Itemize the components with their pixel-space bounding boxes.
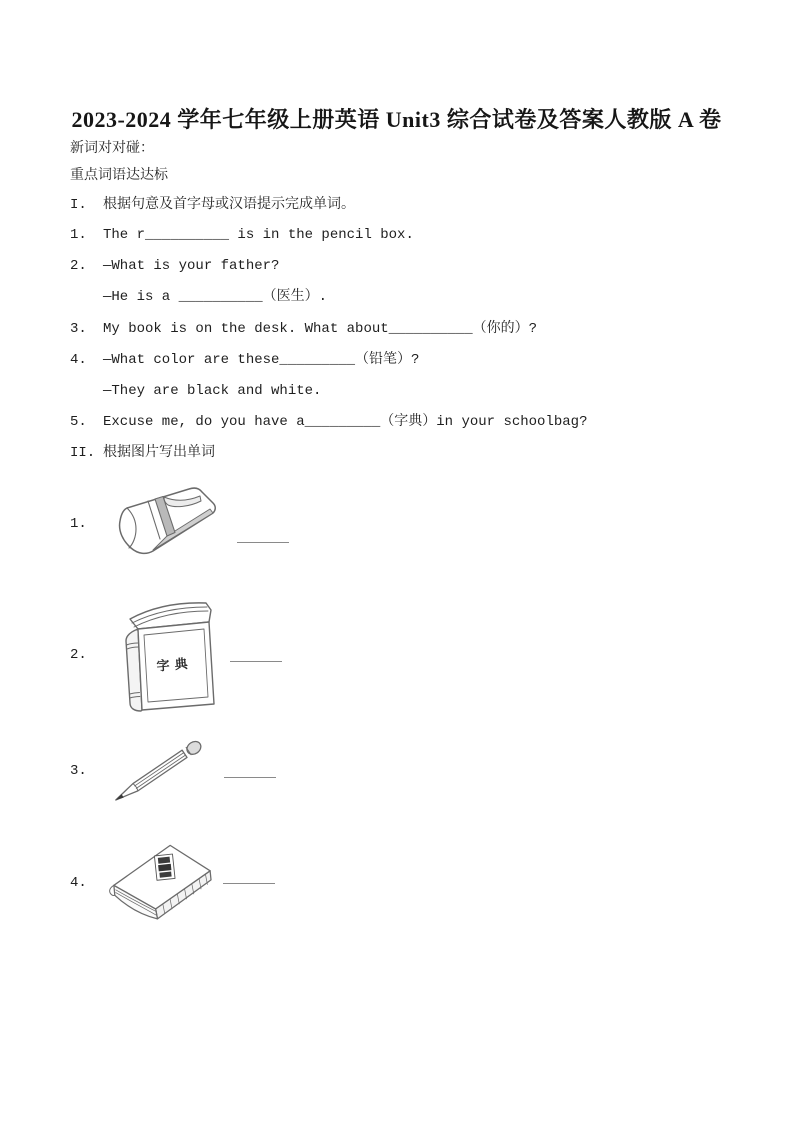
dictionary-image xyxy=(118,598,218,713)
picture-item-2 xyxy=(70,597,282,713)
question-2-text-2: —He is a __________（医生）. xyxy=(103,289,328,306)
page-title: 2023-2024 学年七年级上册英语 Unit3 综合试卷及答案人教版 A 卷 xyxy=(71,107,722,132)
pencil-sketch xyxy=(103,734,216,808)
answer-blank-line xyxy=(230,661,282,662)
answer-blank-line xyxy=(224,777,276,778)
picture-item-4 xyxy=(70,836,275,930)
dictionary-cover-text: 字典 xyxy=(156,655,194,675)
question-3-number: 3. xyxy=(70,320,87,337)
question-1-text: The r__________ is in the pencil box. xyxy=(103,227,414,243)
question-4-text-2: —They are black and white. xyxy=(103,382,322,399)
answer-blank-line xyxy=(223,883,275,884)
question-4-continuation xyxy=(70,382,763,413)
eraser-sketch xyxy=(103,484,223,564)
question-2-number: 2. xyxy=(70,258,87,275)
section1-heading xyxy=(70,196,763,214)
picture-item-3-number: 3. xyxy=(70,763,87,779)
question-3 xyxy=(70,320,763,351)
book-image xyxy=(103,838,221,929)
picture-item-1 xyxy=(70,484,289,564)
question-4-number: 4. xyxy=(70,351,87,368)
question-2-text: —What is your father? xyxy=(103,258,280,275)
picture-item-4-number: 4. xyxy=(70,875,87,891)
intro-line-2: 重点词语达达标 xyxy=(70,168,168,184)
question-1-number: 1. xyxy=(70,227,87,243)
intro-line-1: 新词对对碰： xyxy=(70,141,154,157)
question-5 xyxy=(70,413,763,444)
picture-item-2-number: 2. xyxy=(70,647,87,663)
dictionary-sketch xyxy=(118,598,218,713)
picture-item-3 xyxy=(70,733,276,809)
section1-number: I. xyxy=(70,197,87,213)
question-1 xyxy=(70,226,763,257)
section1-questions xyxy=(70,226,763,476)
question-5-text: Excuse me, do you have a_________（字典）in your schoolbag? xyxy=(103,414,588,431)
question-4-text: —What color are these_________（铅笔）? xyxy=(103,351,420,368)
section2-number: II. xyxy=(70,445,96,462)
answer-blank-line xyxy=(237,542,289,543)
question-4 xyxy=(70,351,763,382)
question-5-number: 5. xyxy=(70,414,87,431)
question-3-text: My book is on the desk. What about__________（你的）? xyxy=(103,320,538,337)
book-sketch xyxy=(103,838,221,929)
question-2-continuation xyxy=(70,288,763,319)
eraser-image xyxy=(103,484,223,564)
picture-item-1-number: 1. xyxy=(70,516,87,532)
question-2 xyxy=(70,257,763,288)
pencil-image xyxy=(103,734,216,808)
section2-heading xyxy=(70,444,763,475)
section2-heading-text: 根据图片写出单词 xyxy=(103,445,215,462)
section1-heading-text: 根据句意及首字母或汉语提示完成单词。 xyxy=(103,197,355,213)
